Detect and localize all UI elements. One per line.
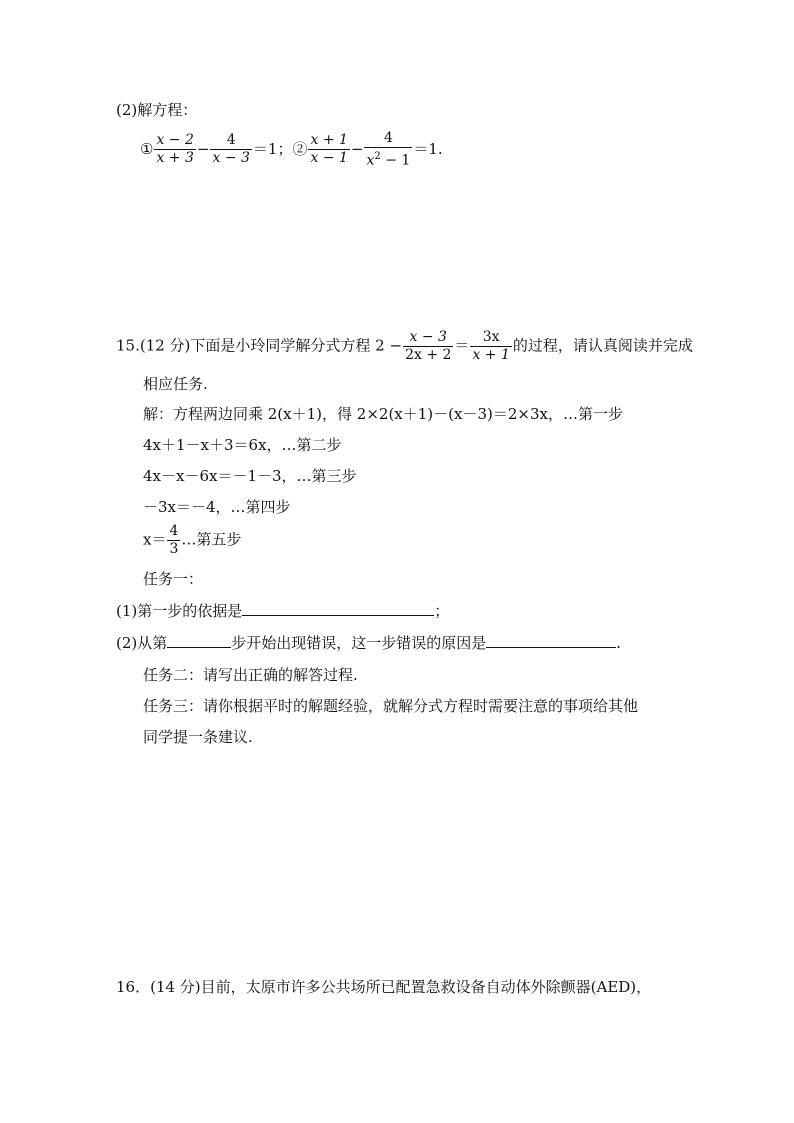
answer-blank-1[interactable] [242,601,434,616]
q15-step-2: 4x＋1－x＋3＝6x，…第二步 [143,436,342,454]
eq2-label: ② [292,139,308,158]
q14-part2-title: (2)解方程： [116,101,198,119]
eq1-minus: − [196,139,210,158]
q15-task3-cont: 同学提一条建议. [143,728,253,746]
q15-step-4: －3x＝－4，…第四步 [143,498,291,516]
eq1-fraction-1: $\frac{x - 2}{x + 3}$ [156,132,194,167]
q15-task3: 任务三：请你根据平时的解题经验，就解分式方程时需要注意的事项给其他 [143,697,639,715]
eq1-label: ① [140,139,154,158]
q15-fraction-2: $\frac{3x}{x + 1}$ [472,329,510,363]
q15-fraction-1: $\frac{x - 3}{2x + 2}$ [405,329,452,363]
q15-step-5: x＝ $\frac{4}{3}$ …第五步 [143,523,242,557]
q15-step-1: 解：方程两边同乘 2(x＋1)，得 2×2(x＋1)－(x－3)＝2×3x，…第一步 [143,405,623,423]
eq2-minus: − [350,139,364,158]
eq2-fraction-1: $\frac{x + 1}{x - 1}$ [310,132,348,167]
eq1-rhs: ＝1； [252,139,293,158]
step5-fraction: $\frac{4}{3}$ [169,523,179,557]
q15-task2: 任务二：请写出正确的解答过程. [143,666,358,684]
q14-equations [140,130,443,170]
q15-task1-q2: (2)从第 步开始出现错误，这一步错误的原因是 . [116,634,622,652]
q15-task1-q1: (1)第一步的依据是 ； [116,602,450,620]
answer-blank-2[interactable] [167,633,231,648]
q15-task1-title: 任务一： [143,570,204,588]
eq1-fraction-2: $\frac{4}{x - 3}$ [212,132,250,167]
q15-step-3: 4x－x－6x＝－1－3，…第三步 [143,467,357,485]
eq2-rhs: ＝1. [413,139,443,158]
q15-intro-cont: 相应任务. [143,375,208,393]
eq2-fraction-2: $\frac{4}{x^2 - 1}$ [366,130,411,169]
q15-intro: 15.(12 分)下面是小玲同学解分式方程 2 − $\frac{x - 3}{2x + 2}$ ＝ $\frac{3x}{x + 1}$ 的过程，请认真阅读并完成 [116,329,693,363]
answer-blank-3[interactable] [486,633,616,648]
q16-intro: 16．(14 分)目前，太原市许多公共场所已配置急救设备自动体外除颤器(AED)， [116,978,652,996]
